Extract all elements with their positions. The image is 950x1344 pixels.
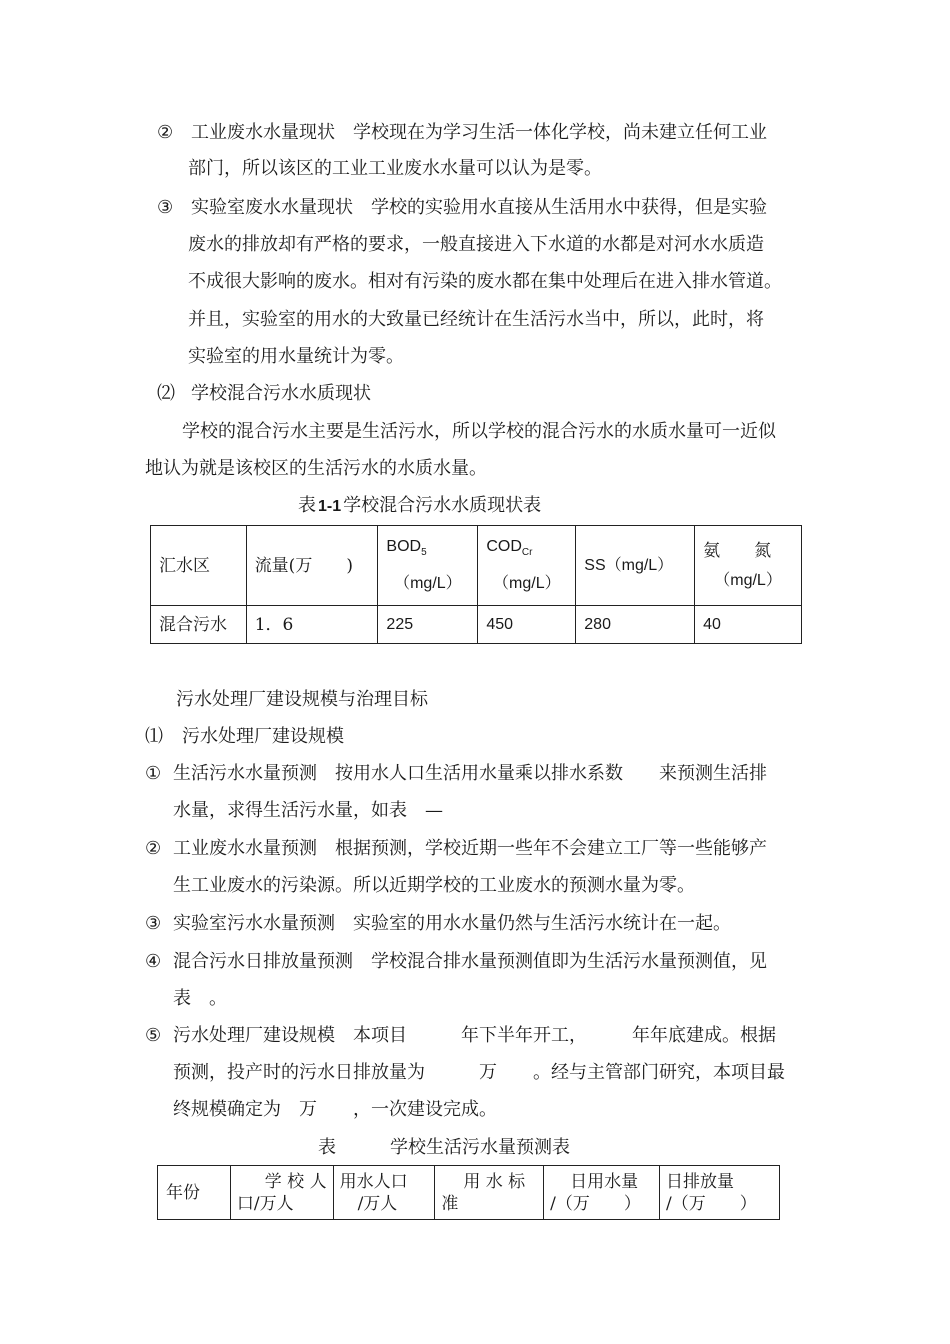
table1-cell: 450 — [478, 606, 576, 644]
item-3-line3: 不成很大影响的废水。相对有污染的废水都在集中处理后在进入排水管道。 — [188, 271, 782, 292]
item-2-line2: 部门，所以该区的工业工业废水水量可以认为是零。 — [188, 158, 602, 179]
item-2-line1 — [157, 121, 767, 145]
table2-header-cell: 日用水量 /（万 ） — [544, 1166, 660, 1220]
item-text: 学校的实验用水直接从生活用水中获得，但是实验 — [371, 197, 767, 218]
table1-row — [151, 606, 802, 644]
table1-caption: 表 1-1 学校混合污水水质现状表 — [298, 495, 542, 516]
item-text: 学校现在为学习生活一体化学校，尚未建立任何工业 — [353, 122, 767, 143]
table1-cell: 1．6 — [246, 606, 378, 644]
table2-header-cell: 学 校 人 口/万人 — [230, 1166, 333, 1220]
paragraph-line2: 地认为就是该校区的生活污水的水质水量。 — [145, 458, 487, 479]
section-heading — [157, 382, 371, 406]
table2 — [157, 1165, 780, 1220]
table1-header-cell: $BOD_5$ （mg/L） — [378, 526, 478, 606]
table2-header-cell: 用 水 标 准 — [435, 1166, 544, 1220]
heading-number: ⑵ — [157, 383, 175, 404]
item-b4-line1: ④ 混合污水日排放量预测 学校混合排水量预测值即为生活污水量预测值，见 — [145, 951, 767, 972]
table1 — [150, 525, 802, 644]
table2-header-cell: 用水人口 /万人 — [333, 1166, 435, 1220]
table1-header-cell: 氨 氮 （mg/L） — [695, 526, 802, 606]
table1-cell: 225 — [378, 606, 478, 644]
item-b2-line1: ② 工业废水水量预测 根据预测，学校近期一些年不会建立工厂等一些能够产 — [145, 838, 767, 859]
table1-header-cell: 流量(万 ) — [246, 526, 378, 606]
table1-header-cell: 汇水区 — [151, 526, 247, 606]
item-number: ② — [157, 122, 174, 143]
item-number: ③ — [157, 197, 174, 218]
section-b-subheading: ⑴ 污水处理厂建设规模 — [145, 726, 344, 747]
table1-header-cell: SS（mg/L） — [576, 526, 695, 606]
section-b-heading: 污水处理厂建设规模与治理目标 — [176, 689, 428, 710]
table1-cell: 280 — [576, 606, 695, 644]
item-b3-line1: ③ 实验室污水水量预测 实验室的用水水量仍然与生活污水统计在一起。 — [145, 913, 731, 934]
item-b5-line3: 终规模确定为 万 ，一次建设完成。 — [173, 1099, 497, 1120]
item-title: 实验室废水水量现状 — [191, 197, 353, 218]
heading-text: 学校混合污水水质现状 — [191, 383, 371, 404]
table1-header-row — [151, 526, 802, 606]
item-title: 工业废水水量现状 — [191, 122, 335, 143]
item-3-line5: 实验室的用水量统计为零。 — [188, 346, 404, 367]
item-b5-line1: ⑤ 污水处理厂建设规模 本项目 年下半年开工， 年年底建成。根据 — [145, 1025, 776, 1046]
table2-header-cell: 年份 — [158, 1166, 231, 1220]
item-3-line1 — [157, 196, 767, 220]
item-b5-line2: 预测，投产时的污水日排放量为 万 。经与主管部门研究，本项目最 — [173, 1062, 785, 1083]
table2-header-row — [158, 1166, 780, 1220]
item-b1-line1: ① 生活污水水量预测 按用水人口生活用水量乘以排水系数 来预测生活排 — [145, 763, 767, 784]
item-b1-line2: 水量，求得生活污水量，如表 — — [173, 800, 443, 821]
table1-cell: 40 — [695, 606, 802, 644]
item-b4-line2: 表 。 — [173, 988, 227, 1009]
item-b2-line2: 生工业废水的污染源。所以近期学校的工业废水的预测水量为零。 — [173, 875, 695, 896]
paragraph-line1: 学校的混合污水主要是生活污水，所以学校的混合污水的水质水量可一近似 — [182, 421, 776, 442]
table1-cell: 混合污水 — [151, 606, 247, 644]
item-3-line4: 并且，实验室的用水的大致量已经统计在生活污水当中，所以，此时，将 — [188, 309, 764, 330]
table2-header-cell: 日排放量 /（万 ） — [660, 1166, 780, 1220]
table2-caption: 表 学校生活污水量预测表 — [318, 1137, 570, 1158]
item-3-line2: 废水的排放却有严格的要求，一般直接进入下水道的水都是对河水水质造 — [188, 234, 764, 255]
table1-header-cell: $COD_{Cr}$ （mg/L） — [478, 526, 576, 606]
